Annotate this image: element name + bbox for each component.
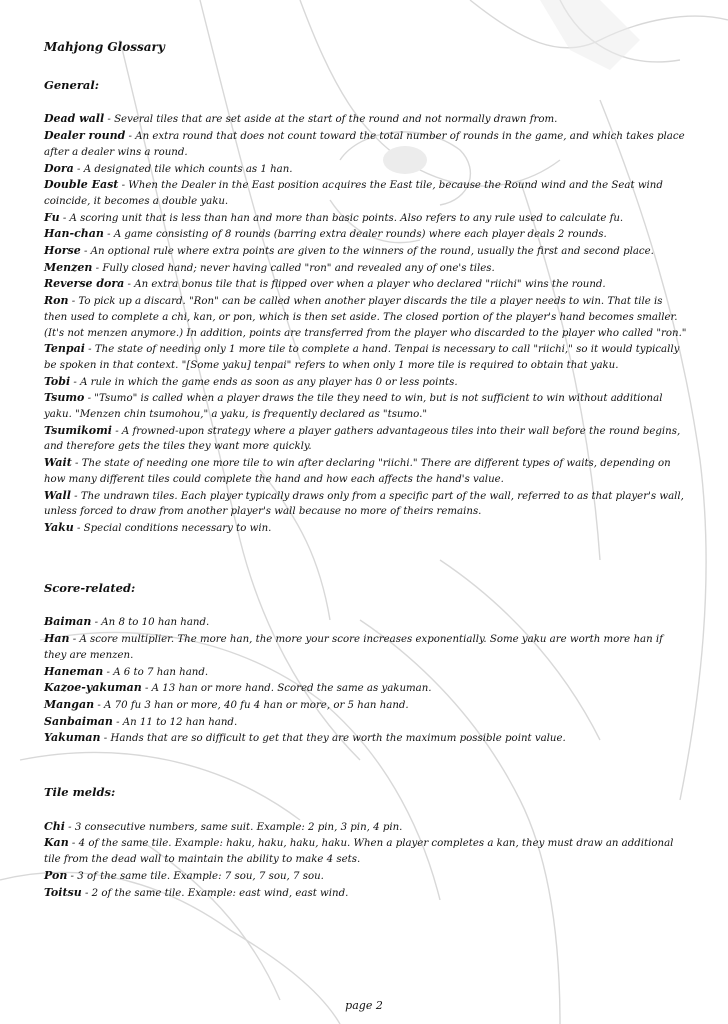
glossary-entry — [44, 488, 688, 520]
term-separator: - — [94, 699, 105, 711]
glossary-page — [44, 40, 688, 901]
glossary-term: Wall — [44, 488, 71, 502]
glossary-term: Yakuman — [44, 731, 101, 745]
term-separator: - — [73, 522, 84, 534]
glossary-definition: 3 consecutive numbers, same suit. Example: 2 pin, 3 pin, 4 pin. — [74, 821, 403, 833]
glossary-entry — [44, 276, 688, 293]
glossary-entry — [44, 664, 688, 681]
term-separator: - — [68, 296, 79, 308]
glossary-term: Sanbaiman — [44, 714, 113, 728]
glossary-definition: A 6 to 7 han hand. — [113, 666, 209, 678]
glossary-entry — [44, 730, 688, 747]
section-heading: Tile melds: — [44, 785, 116, 800]
glossary-definition: A frowned-upon strategy where a player gathers advantageous tiles into their wall before the round begins, and therefore gets the tiles they want more quickly. — [44, 425, 681, 453]
term-separator: - — [124, 279, 135, 291]
term-separator: - — [64, 821, 75, 833]
glossary-entry — [44, 455, 688, 487]
glossary-definition: Special conditions necessary to win. — [83, 522, 272, 534]
glossary-term: Double East — [44, 178, 119, 192]
glossary-term: Kan — [44, 836, 69, 850]
glossary-term: Fu — [44, 210, 60, 224]
glossary-entry — [44, 819, 688, 836]
page-number: page 2 — [345, 999, 383, 1012]
term-separator: - — [70, 490, 81, 502]
glossary-definition: 3 of the same tile. Example: 7 sou, 7 sou, 7 sou. — [77, 870, 324, 882]
section-spacer — [44, 537, 688, 581]
glossary-entry — [44, 226, 688, 243]
glossary-definition: A 70 fu 3 han or more, 40 fu 4 han or more, or 5 han hand. — [104, 699, 409, 711]
glossary-entry — [44, 868, 688, 885]
glossary-term: Kazoe-yakuman — [44, 681, 142, 695]
glossary-entry — [44, 390, 688, 422]
glossary-definition: To pick up a discard. "Ron" can be called when another player discards the tile a player needs to win. That tile is then used to complete a chi, kan, or pon, which is then set aside. The closed portion of the player's hand becomes smaller. (It's not menzen anymore.) In addition, points are transferred from the player who discarded to the player who called "ron." — [44, 296, 687, 339]
page-title: Mahjong Glossary — [44, 40, 165, 54]
glossary-entry — [44, 714, 688, 731]
term-separator: - — [103, 666, 114, 678]
glossary-term: Tobi — [44, 374, 71, 388]
term-separator: - — [125, 131, 136, 143]
glossary-entry — [44, 520, 688, 537]
glossary-definition: The state of needing one more tile to win after declaring "riichi." There are different types of waits, depending on how many different tiles could complete the hand and how each affects the hand's value. — [44, 458, 671, 485]
glossary-term: Horse — [44, 244, 81, 258]
glossary-definition: Fully closed hand; never having called "ron" and revealed any of one's tiles. — [102, 262, 495, 274]
glossary-definition: A 13 han or more hand. Scored the same as yakuman. — [151, 683, 432, 695]
term-separator: - — [84, 344, 95, 356]
term-separator: - — [73, 163, 84, 175]
glossary-definition: Several tiles that are set aside at the start of the round and not normally drawn from. — [114, 114, 558, 126]
section-spacer — [44, 747, 688, 785]
glossary-entry — [44, 177, 688, 209]
glossary-entry — [44, 161, 688, 178]
glossary-term: Dead wall — [44, 112, 105, 126]
term-separator: - — [141, 683, 152, 695]
glossary-entry — [44, 260, 688, 277]
term-separator: - — [67, 870, 78, 882]
glossary-definition: An extra round that does not count toward the total number of rounds in the game, and which takes place after a dealer wins a round. — [44, 131, 685, 158]
term-separator: - — [68, 838, 79, 850]
glossary-term: Dealer round — [44, 129, 126, 143]
glossary-definition: The undrawn tiles. Each player typically draws only from a specific part of the wall, referred to as that player's wall, unless forced to draw from another player's wall because no more of theirs remains. — [44, 490, 684, 518]
glossary-term: Ron — [44, 294, 69, 308]
term-separator: - — [104, 114, 115, 126]
glossary-definition: A rule in which the game ends as soon as any player has 0 or less points. — [80, 376, 458, 388]
glossary-term: Menzen — [44, 260, 93, 274]
glossary-definition: 4 of the same tile. Example: haku, haku, haku, haku. When a player completes a kan, they must draw an additional tile from the dead wall to maintain the ability to make 4 sets. — [44, 838, 674, 866]
term-separator: - — [70, 376, 81, 388]
term-separator: - — [81, 887, 92, 899]
glossary-term: Wait — [44, 456, 72, 470]
glossary-term: Dora — [44, 161, 74, 175]
glossary-definition: 2 of the same tile. Example: east wind, east wind. — [91, 887, 349, 899]
term-separator: - — [100, 733, 111, 745]
glossary-entry — [44, 128, 688, 160]
glossary-term: Haneman — [44, 664, 104, 678]
glossary-entry — [44, 697, 688, 714]
glossary-entry — [44, 210, 688, 227]
glossary-term: Reverse dora — [44, 277, 125, 291]
term-separator: - — [91, 617, 102, 629]
glossary-term: Tenpai — [44, 342, 85, 356]
glossary-definition: An 8 to 10 han hand. — [101, 617, 210, 629]
glossary-term: Mangan — [44, 697, 95, 711]
glossary-term: Tsumikomi — [44, 423, 112, 437]
glossary-term: Han — [44, 632, 70, 646]
glossary-term: Yaku — [44, 520, 74, 534]
glossary-term: Tsumo — [44, 391, 85, 405]
glossary-entry — [44, 680, 688, 697]
glossary-term: Chi — [44, 819, 65, 833]
term-separator: - — [59, 212, 70, 224]
glossary-entry — [44, 111, 688, 128]
glossary-definition: A designated tile which counts as 1 han. — [83, 163, 293, 175]
section-heading: General: — [44, 77, 99, 92]
term-separator: - — [103, 229, 114, 241]
glossary-definition: When the Dealer in the East position acquires the East tile, because the Round wind and the Seat wind coincide, it becomes a double yaku. — [44, 180, 663, 207]
glossary-term: Pon — [44, 868, 68, 882]
glossary-definition: An 11 to 12 han hand. — [122, 716, 238, 728]
glossary-section — [44, 581, 688, 747]
glossary-section — [44, 78, 688, 537]
glossary-entry — [44, 293, 688, 341]
section-heading: Score-related: — [44, 580, 136, 595]
term-separator: - — [80, 246, 91, 258]
glossary-definition: An optional rule where extra points are given to the winners of the round, usually the first and second place. — [90, 246, 654, 258]
glossary-section — [44, 785, 688, 901]
glossary-term: Baiman — [44, 615, 92, 629]
term-separator: - — [111, 425, 122, 437]
glossary-entry — [44, 374, 688, 391]
term-separator: - — [71, 458, 82, 470]
glossary-definition: An extra bonus tile that is flipped over when a player who declared "riichi" wins the round. — [134, 279, 606, 291]
term-separator: - — [92, 262, 103, 274]
glossary-entry — [44, 885, 688, 902]
glossary-entry — [44, 614, 688, 631]
glossary-entry — [44, 341, 688, 373]
glossary-entry — [44, 423, 688, 455]
glossary-definition: A score multiplier. The more han, the more your score increases exponentially. Some yaku are worth more han if they are menzen. — [44, 634, 663, 661]
glossary-definition: A game consisting of 8 rounds (barring extra dealer rounds) where each player deals 2 rounds. — [113, 229, 607, 241]
glossary-definition: A scoring unit that is less than han and more than basic points. Also refers to any rule used to calculate fu. — [69, 212, 624, 224]
term-separator: - — [84, 393, 95, 405]
glossary-definition: "Tsumo" is called when a player draws the tile they need to win, but is not sufficient to win without additional yaku. "Menzen chin tsumohou," a yaku, is frequently declared as "tsumo." — [44, 393, 663, 421]
term-separator: - — [112, 716, 123, 728]
glossary-entry — [44, 835, 688, 867]
glossary-entry — [44, 243, 688, 260]
glossary-term: Toitsu — [44, 885, 82, 899]
glossary-definition: The state of needing only 1 more tile to complete a hand. Tenpai is necessary to call "riichi," so it would typically be spoken in that context. "[Some yaku] tenpai" refers to when only 1 more tile is required to obtain that yaku. — [44, 344, 680, 371]
term-separator: - — [118, 180, 129, 192]
glossary-entry — [44, 631, 688, 663]
term-separator: - — [69, 634, 80, 646]
glossary-sections — [44, 78, 688, 902]
glossary-term: Han-chan — [44, 227, 104, 241]
glossary-definition: Hands that are so difficult to get that they are worth the maximum possible point value. — [110, 733, 566, 745]
